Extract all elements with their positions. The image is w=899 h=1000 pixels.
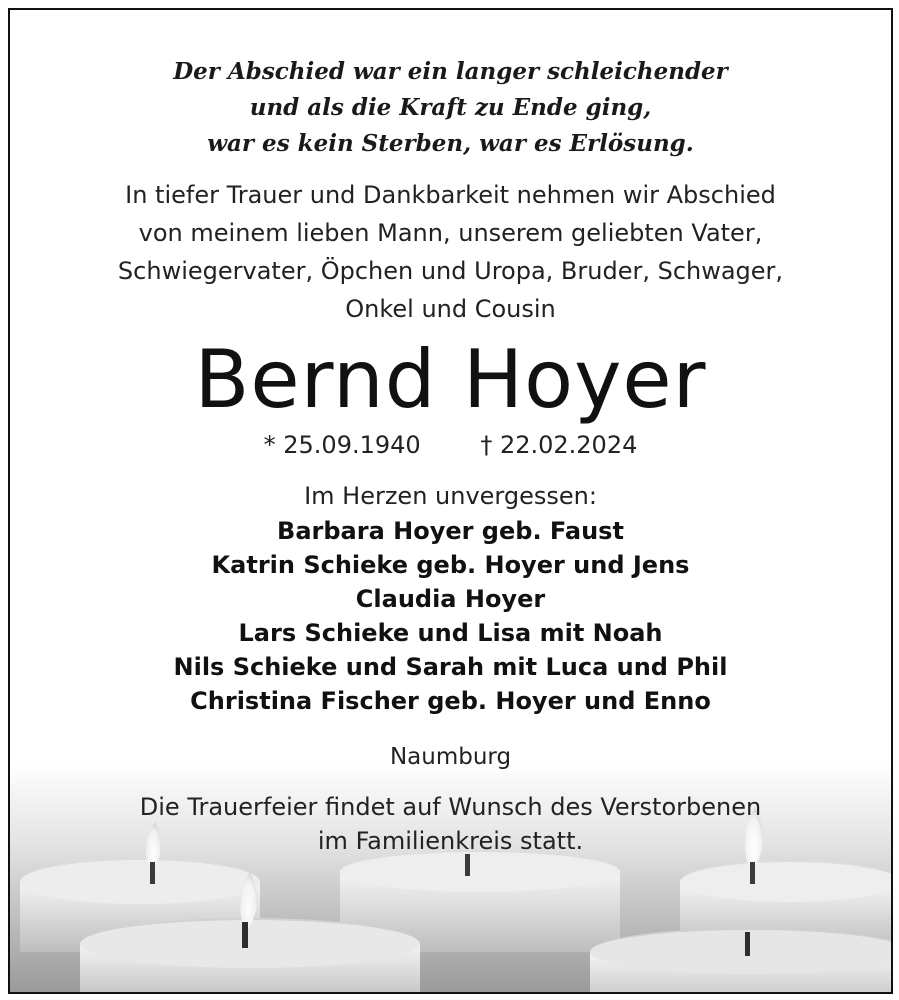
mourner-item: Barbara Hoyer geb. Faust <box>277 517 624 545</box>
mourner-item: Katrin Schieke geb. Hoyer und Jens <box>211 551 690 579</box>
intro-line: von meinem lieben Mann, unserem geliebten Vater, <box>138 219 763 247</box>
intro-line: Onkel und Cousin <box>345 295 556 323</box>
mourner-item: Nils Schieke und Sarah mit Luca und Phil <box>173 653 728 681</box>
life-dates <box>10 428 891 462</box>
memory-label: Im Herzen unvergessen: <box>304 482 597 510</box>
deceased-name: Bernd Hoyer <box>194 333 707 426</box>
funeral-notice <box>10 790 891 858</box>
mourner-item: Christina Fischer geb. Hoyer und Enno <box>190 687 711 715</box>
mourner-item: Claudia Hoyer <box>355 585 546 613</box>
verse-line: und als die Kraft zu Ende ging, <box>249 94 652 121</box>
verse-line: Der Abschied war ein langer schleichender <box>173 58 728 85</box>
verse-line: war es kein Sterben, war es Erlösung. <box>207 130 694 157</box>
obituary-frame <box>8 8 893 994</box>
verse <box>10 54 891 162</box>
notice-line: im Familienkreis statt. <box>317 827 584 855</box>
death-date: † 22.02.2024 <box>480 431 638 459</box>
intro-line: Schwiegervater, Öpchen und Uropa, Bruder, Schwager, <box>117 257 784 285</box>
birth-date: * 25.09.1940 <box>263 431 421 459</box>
notice-line: Die Trauerfeier findet auf Wunsch des Verstorbenen <box>139 793 762 821</box>
intro-line: In tiefer Trauer und Dankbarkeit nehmen wir Abschied <box>125 181 776 209</box>
obituary-content <box>10 10 891 858</box>
candle-front-right <box>590 928 891 992</box>
intro-text <box>10 176 891 328</box>
mourner-item: Lars Schieke und Lisa mit Noah <box>238 619 663 647</box>
city: Naumburg <box>389 744 512 770</box>
mourners-list <box>10 514 891 718</box>
